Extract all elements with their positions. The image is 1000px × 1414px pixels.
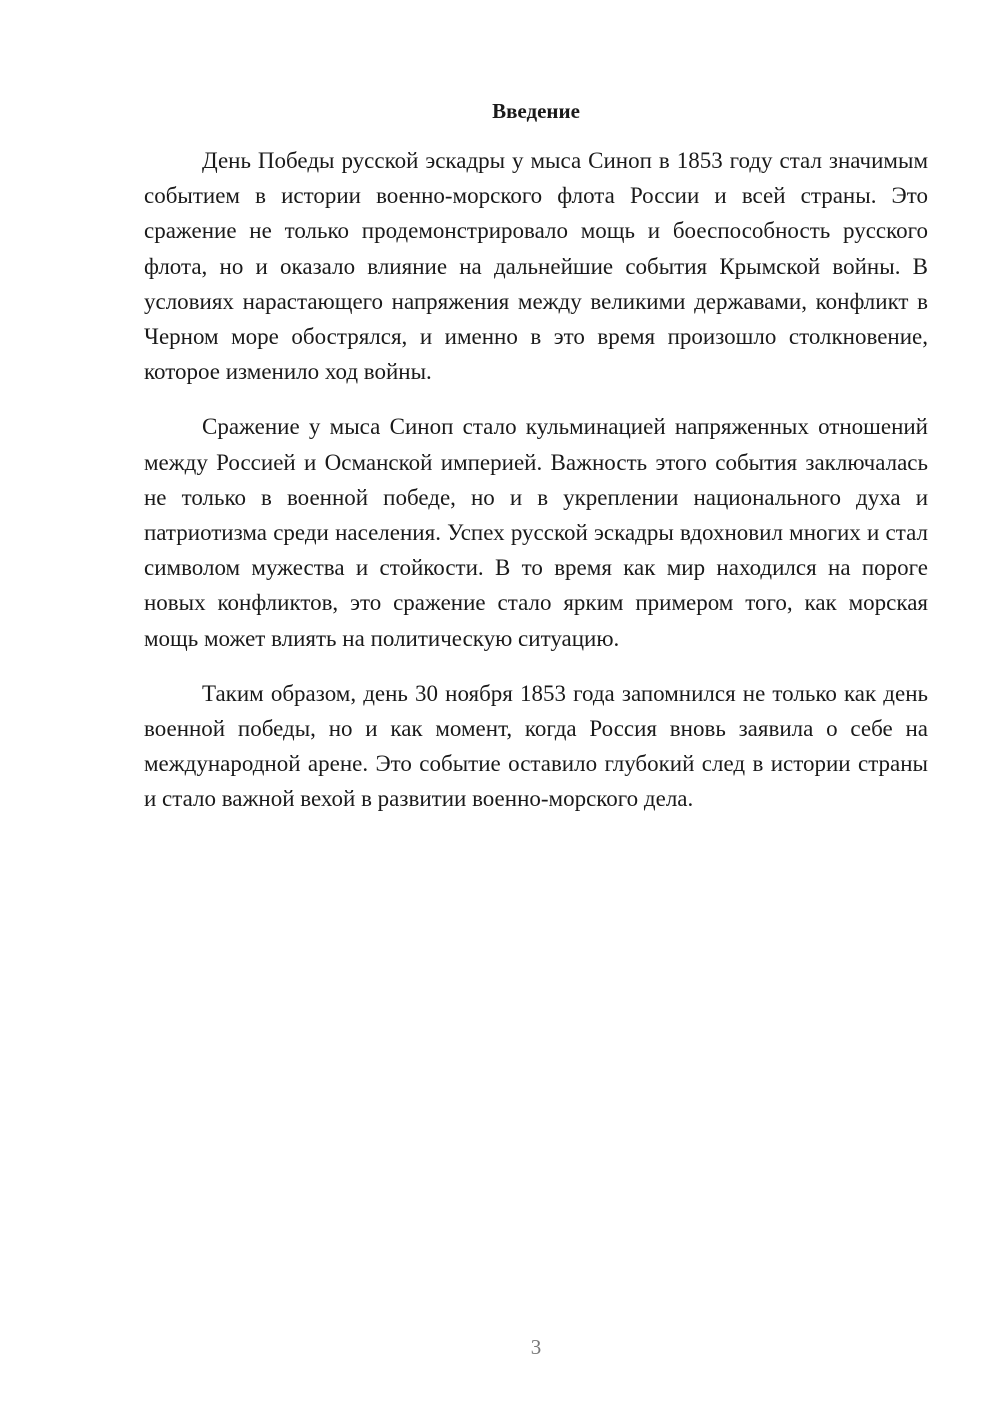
section-heading: Введение (492, 99, 580, 123)
paragraph-3: Таким образом, день 30 ноября 1853 года запомнился не только как день военной победы, но и как момент, когда Россия вновь заявила о себе на международной арене. Это событие оставило глубокий след в истории страны и стало важной вехой в развитии военно-морского дела. (144, 680, 928, 812)
paragraph-1: День Победы русской эскадры у мыса Синоп в 1853 году стал значимым событием в истории военно-морского флота России и всей страны. Это сражение не только продемонстрировало мощь и боеспособность русского флота, но и оказало влияние на дальнейшие события Крымской войны. В условиях нарастающего напряжения между великими державами, конфликт в Черном море обострялся, и именно в это время произошло столкновение, которое изменило ход войны. (144, 148, 928, 385)
paragraph-2: Сражение у мыса Синоп стало кульминацией напряженных отношений между Россией и Османской империей. Важность этого события заключалась не только в военной победе, но и в укреплении национального духа и патриотизма среди населения. Успех русской эскадры вдохновил многих и стал символом мужества и стойкости. В то время как мир находился на пороге новых конфликтов, это сражение стало ярким примером того, как морская мощь может влиять на политическую ситуацию. (144, 414, 928, 651)
page-number: 3 (530, 1335, 542, 1359)
body-text (144, 143, 928, 817)
